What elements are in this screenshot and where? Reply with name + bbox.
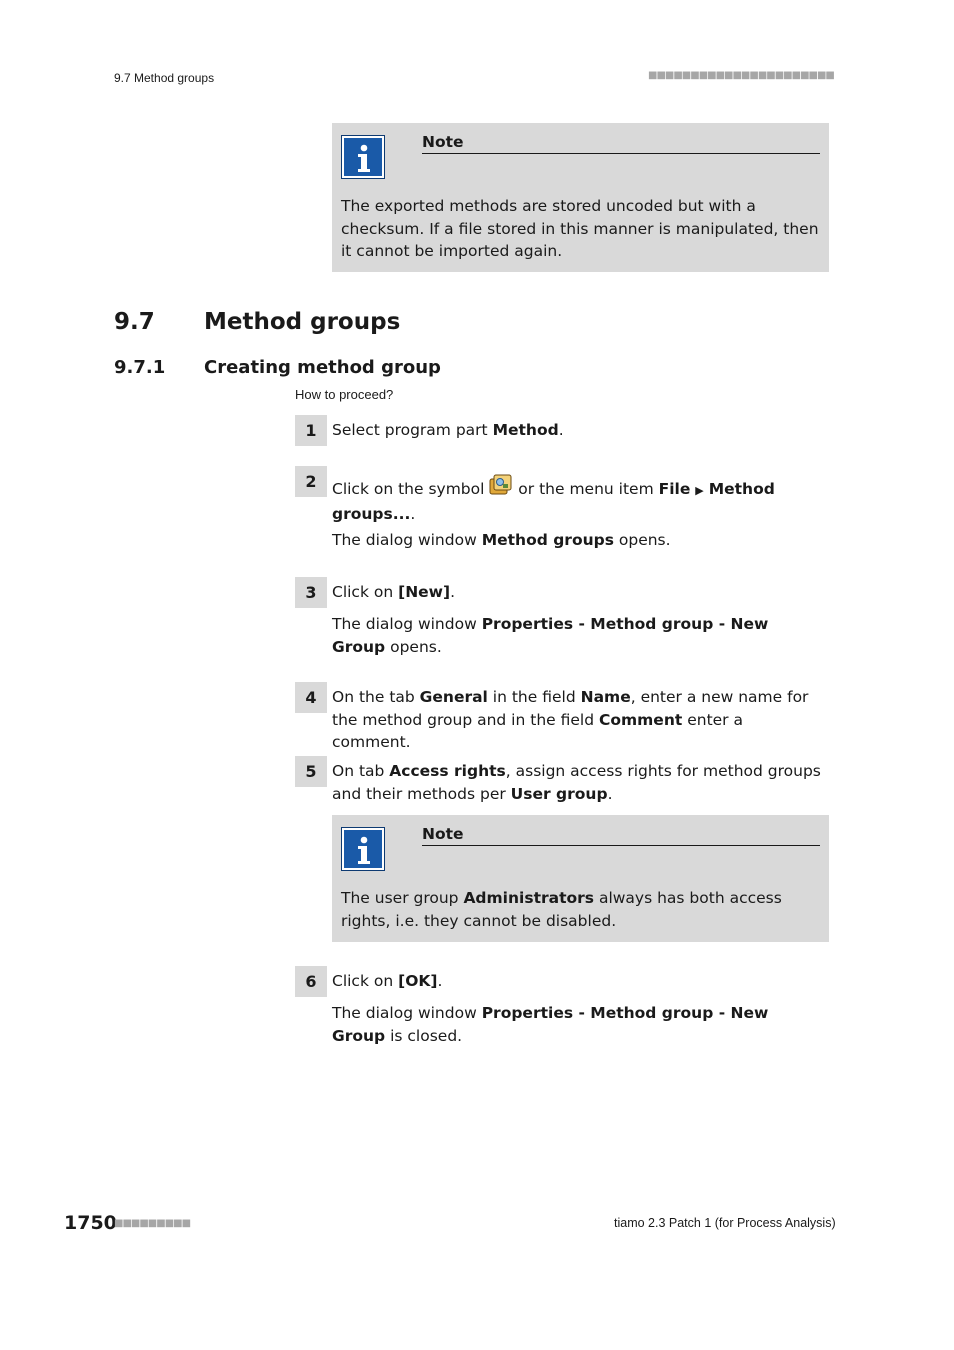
product-name: tiamo 2.3 Patch 1 (for Process Analysis) xyxy=(614,1216,836,1230)
subsection-number: 9.7.1 xyxy=(114,357,166,378)
section-title: Method groups xyxy=(204,309,401,335)
running-header-dots: ■■■■■■■■■■■■■■■■■■■■■■ xyxy=(648,70,834,81)
subsection-heading xyxy=(114,357,441,378)
menu-arrow-icon: ▶ xyxy=(695,484,704,497)
step-number: 3 xyxy=(295,577,327,608)
method-groups-symbol-icon xyxy=(489,474,513,496)
step-result: The dialog window Properties - Method group - New Group is closed. xyxy=(332,1004,769,1045)
step-text: Click on [New]. xyxy=(332,583,456,601)
footer-dots: ■■■■■■■■■ xyxy=(114,1218,191,1229)
step-number: 4 xyxy=(295,682,327,713)
step-text: Click on the symbol or the menu item File ▶ Method groups.... xyxy=(332,474,824,525)
step-result: The dialog window Properties - Method group - New Group opens. xyxy=(332,615,769,656)
step-number: 1 xyxy=(295,415,327,446)
note-title: Note xyxy=(422,825,820,846)
note-body: The user group Administrators always has both access rights, i.e. they cannot be disabled. xyxy=(341,889,782,930)
page-number: 1750 xyxy=(64,1212,117,1234)
step-number: 6 xyxy=(295,966,327,997)
note-box xyxy=(332,123,829,272)
note-body: The exported methods are stored uncoded but with a checksum. If a file stored in this manner is manipulated, then it cannot be imported again. xyxy=(341,197,819,260)
note-box xyxy=(332,815,829,942)
step-text: Select program part Method. xyxy=(332,421,564,439)
section-number: 9.7 xyxy=(114,309,155,335)
step-number: 2 xyxy=(295,466,327,497)
step-text: On the tab General in the field Name, enter a new name for the method group and in the field Comment enter a comment. xyxy=(332,688,809,751)
subsection-title: Creating method group xyxy=(204,357,441,378)
step-text: On tab Access rights, assign access rights for method groups and their methods per User group. xyxy=(332,762,821,803)
info-icon xyxy=(341,135,385,179)
info-icon xyxy=(341,827,385,871)
how-to-proceed: How to proceed? xyxy=(295,387,394,402)
step-result: The dialog window Method groups opens. xyxy=(332,531,671,549)
step-text: Click on [OK]. xyxy=(332,972,443,990)
step-number: 5 xyxy=(295,756,327,787)
note-title: Note xyxy=(422,133,820,154)
running-header-section: 9.7 Method groups xyxy=(114,71,215,85)
section-heading xyxy=(114,309,400,335)
